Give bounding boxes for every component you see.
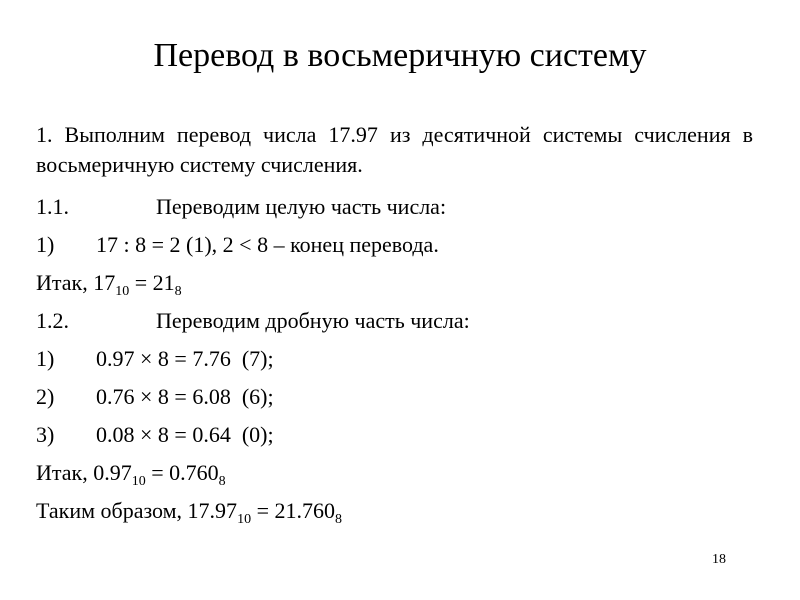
base-subscript: 10 — [237, 512, 252, 527]
section-text: Переводим дробную часть числа: — [156, 308, 470, 333]
section-number: 1.1. — [36, 194, 69, 219]
section-heading-1-1 — [36, 188, 753, 226]
page-number: 18 — [712, 552, 726, 567]
result-prefix: Итак, 17 — [36, 270, 116, 295]
slide-content — [36, 120, 753, 530]
base-subscript: 10 — [115, 284, 130, 299]
section-heading-1-2 — [36, 302, 753, 340]
result-prefix: Итак, 0.97 — [36, 460, 132, 485]
step-text: 0.76 × 8 = 6.08 (6); — [96, 384, 274, 409]
step-number: 3) — [36, 422, 55, 447]
base-subscript: 10 — [131, 474, 146, 489]
section-text: Переводим целую часть числа: — [156, 194, 447, 219]
integer-result — [36, 264, 753, 302]
step-text: 0.08 × 8 = 0.64 (0); — [96, 422, 274, 447]
base-subscript: 8 — [174, 284, 182, 299]
intro-paragraph: 1. Выполним перевод числа 17.97 из десятичной системы счисления в восьмеричную систему счисления. — [36, 122, 753, 177]
slide-title: Перевод в восьмеричную систему — [153, 37, 647, 74]
result-prefix: Таким образом, 17.97 — [36, 498, 238, 523]
step-number: 1) — [36, 232, 55, 257]
step-number: 1) — [36, 346, 55, 371]
step-text: 0.97 × 8 = 7.76 (7); — [96, 346, 274, 371]
step-text: 17 : 8 = 2 (1), 2 < 8 – конец перевода. — [96, 232, 439, 257]
fraction-step-3 — [36, 416, 753, 454]
fraction-step-2 — [36, 378, 753, 416]
integer-step-1 — [36, 226, 753, 264]
result-value: = 21 — [129, 270, 175, 295]
section-number: 1.2. — [36, 308, 69, 333]
base-subscript: 8 — [334, 512, 342, 527]
step-number: 2) — [36, 384, 55, 409]
fraction-result — [36, 454, 753, 492]
fraction-step-1 — [36, 340, 753, 378]
total-result — [36, 492, 753, 530]
base-subscript: 8 — [218, 474, 226, 489]
result-value: = 21.760 — [251, 498, 335, 523]
result-value: = 0.760 — [145, 460, 219, 485]
